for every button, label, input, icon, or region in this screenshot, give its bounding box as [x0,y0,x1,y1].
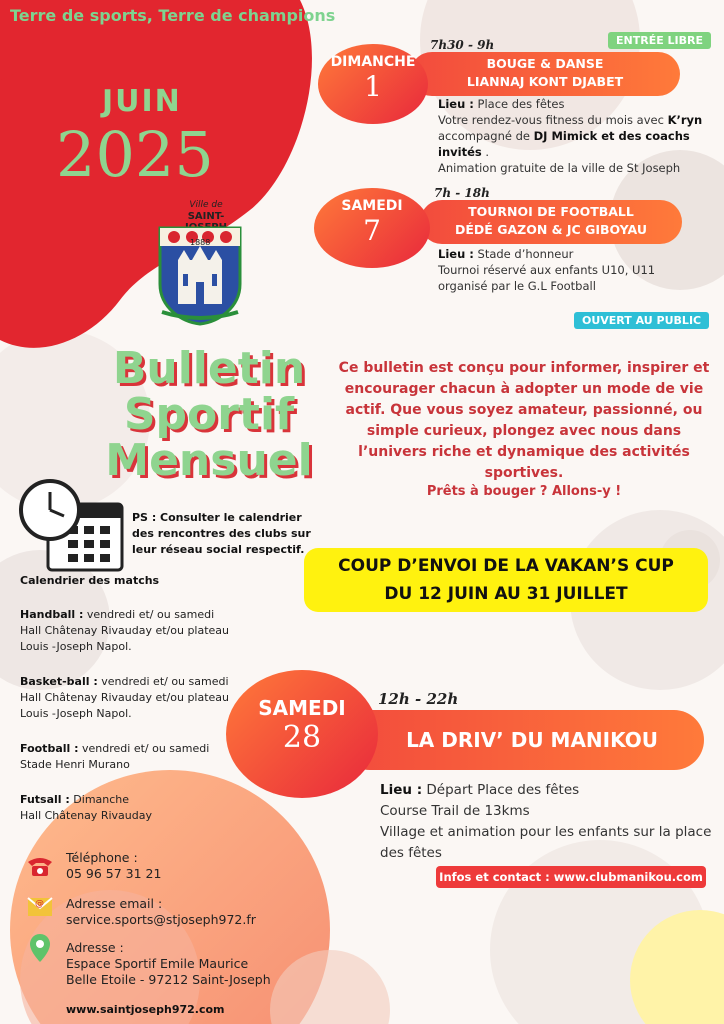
vakans-line1: COUP D’ENVOI DE LA VAKAN’S CUP [338,556,674,576]
event2-line3: organisé par le G.L Football [438,279,596,293]
bulletin-line3: Mensuel [105,435,313,486]
infos-contact-link[interactable]: Infos et contact : www.clubmanikou.com [436,866,706,888]
event2-lieu: Stade d’honneur [477,247,574,261]
event3-num: 28 [282,720,322,755]
event1-date [318,44,428,124]
sport-venue: Stade Henri Murano [20,758,130,771]
address-block [66,940,271,988]
event3-lieu-label: Lieu : [380,782,423,798]
sport-days: Dimanche [69,793,130,806]
event3-lieu: Départ Place des fêtes [426,782,580,798]
sport-basketball [20,674,250,722]
event1-day: DIMANCHE [330,54,416,70]
event3-time: 12h - 22h [378,690,459,708]
address-line1: Espace Sportif Emile Maurice [66,956,249,971]
event1-line2b: K’ryn [667,113,703,127]
entree-libre-badge: ENTRÉE LIBRE [608,32,711,49]
event1-line2a: Votre rendez-vous fitness du mois avec [438,113,668,127]
sport-name: Football : [20,742,79,755]
sport-football [20,741,250,773]
sport-name: Basket-ball : [20,675,98,688]
event1-title-pill [410,52,680,96]
event2-title2: DÉDÉ GAZON & JC GIBOYAU [455,222,647,237]
website-link[interactable]: www.saintjoseph972.com [66,1003,225,1016]
event1-title1: BOUGE & DANSE [486,56,604,71]
bulletin-title [104,343,314,486]
sport-name: Futsall : [20,793,70,806]
phone-number[interactable]: 05 96 57 31 21 [66,866,162,881]
event1-line3a: accompagné de [438,129,534,143]
event3-title-pill: LA DRIV’ DU MANIKOU [340,710,704,770]
event1-time: 7h30 - 9h [430,38,495,52]
vakans-cup-banner [304,548,708,612]
location-pin-icon [28,932,52,964]
email-label: Adresse email : [66,896,163,911]
bulletin-line2: Sportif [123,389,295,440]
sport-venue: Hall Châtenay Rivauday et/ou plateau [20,624,230,637]
year: 2025 [56,118,214,191]
ps-note: PS : Consulter le calendrier des rencontres des clubs sur leur réseau social respectif. [132,511,311,556]
tagline: Terre de sports, Terre de champions [10,6,336,25]
crest-city: SAINT- [187,211,225,222]
event2-line2: Tournoi réservé aux enfants U10, U11 [438,263,656,277]
phone-icon [26,854,54,878]
svg-text:@: @ [35,899,44,909]
event1-details [438,96,722,176]
sport-venue: Hall Châtenay Rivauday [20,809,152,822]
month: JUIN [102,84,182,119]
event3-line2: Course Trail de 13kms [380,803,530,819]
event2-num: 7 [363,214,381,247]
sport-days: vendredi et/ ou samedi [83,608,215,621]
sport-futsall [20,792,250,824]
event3-line3: Village et animation pour les enfants sur la place [380,824,712,840]
sport-handball [20,607,250,655]
event3-day: SAMEDI [258,696,346,720]
address-label: Adresse : [66,940,124,955]
event1-line4: Animation gratuite de la ville de St Joseph [438,161,681,175]
phone-block [66,850,161,882]
vakans-line2: DU 12 JUIN AU 31 JUILLET [384,584,628,604]
event2-title-pill [420,200,682,244]
event3-date [226,670,378,798]
city-crest [156,224,244,326]
event2-time: 7h - 18h [434,186,490,200]
phone-label: Téléphone : [66,850,138,865]
intro-cta: Prêts à bouger ? Allons-y ! [426,484,622,499]
event1-line3c: . [481,145,490,159]
event1-line3b: DJ Mimick et des coachs invités [438,129,690,159]
calendar-label: Calendrier des matchs [20,574,160,587]
bulletin-line1: Bulletin [112,343,306,394]
sport-name: Handball : [20,608,84,621]
event1-title2: LIANNAJ KONT DJABET [466,74,624,89]
crest-ville: Ville de [189,200,223,210]
event1-lieu-label: Lieu : [438,97,474,111]
email-block [66,896,256,928]
event3-details [380,780,720,864]
sport-venue2: Louis -Joseph Napol. [20,640,132,653]
event2-day: SAMEDI [341,198,403,214]
event2-lieu-label: Lieu : [438,247,474,261]
address-line2: Belle Etoile - 97212 Saint-Joseph [66,972,271,987]
event2-details [438,246,708,294]
email-address[interactable]: service.sports@stjoseph972.fr [66,912,256,927]
event1-lieu: Place des fêtes [477,97,565,111]
intro-text: Ce bulletin est conçu pour informer, inspirer et encourager chacun à adopter un mode de vie actif. Que vous soyez amateur, passionné, ou simple curieux, plongez avec nous dans l’univers riche et dynamique des activités sportives. [338,360,710,481]
sport-days: vendredi et/ ou samedi [78,742,210,755]
sport-venue2: Louis -Joseph Napol. [20,707,132,720]
crest-year: 1888 [190,238,211,247]
ouvert-public-badge: OUVERT AU PUBLIC [574,312,709,329]
event3-line4: des fêtes [380,845,442,861]
sport-venue: Hall Châtenay Rivauday et/ou plateau [20,691,230,704]
event1-num: 1 [364,70,382,103]
event2-date [314,188,430,268]
event2-title1: TOURNOI DE FOOTBALL [468,204,634,219]
email-icon [26,892,54,920]
sport-days: vendredi et/ ou samedi [97,675,229,688]
calendar-clock-icon [18,478,126,574]
